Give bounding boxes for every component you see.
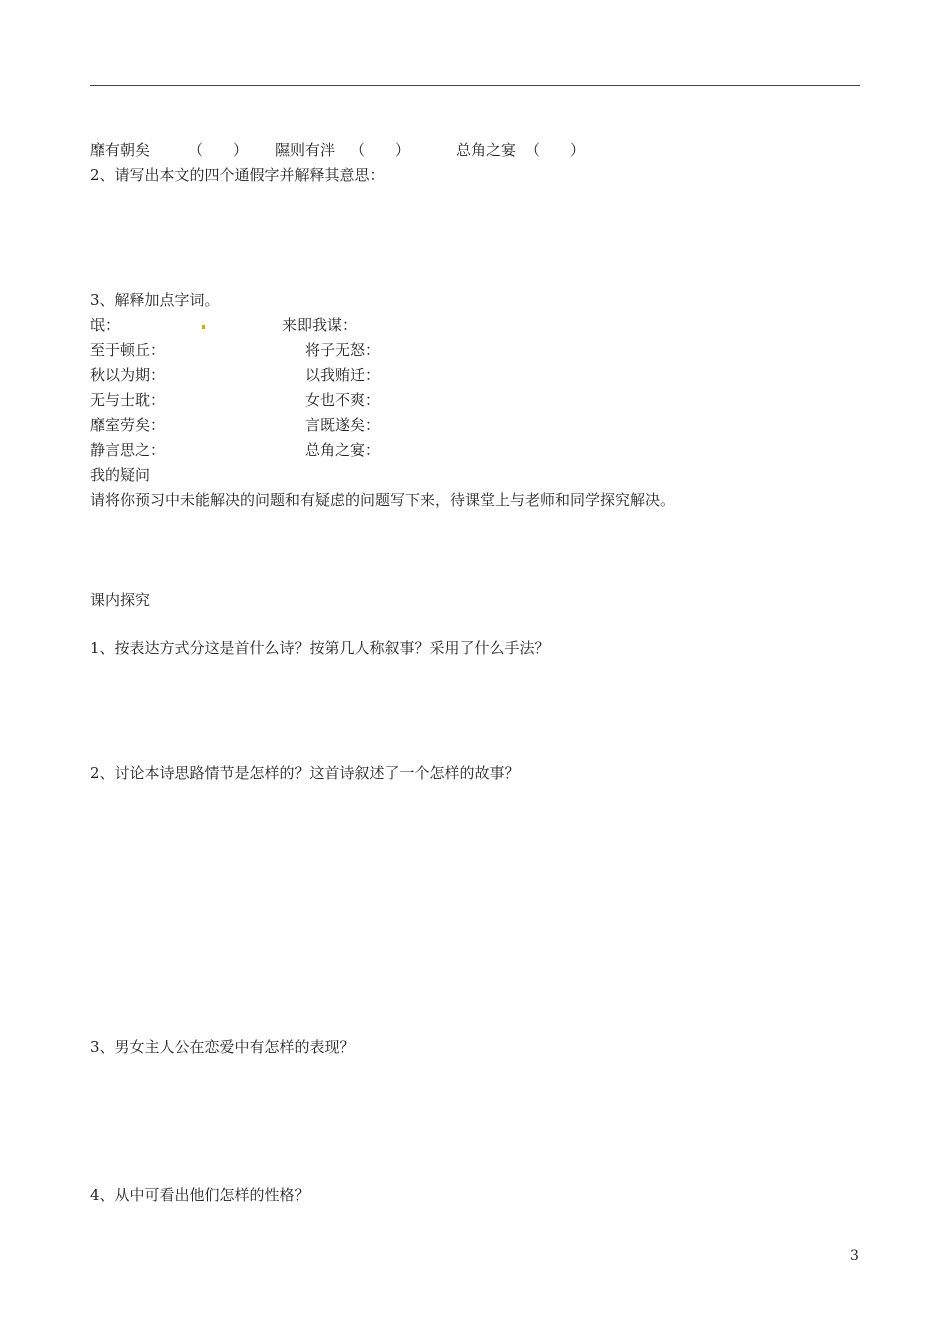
vocab-left: 氓： [90,316,121,334]
vocab-right: 将子无怒： [305,341,381,359]
row1-item3: 总角之宴 [456,141,517,159]
vocab-left: 静言思之： [90,441,166,459]
vocab-left: 至于顿丘： [90,341,166,359]
doubt-instructions: 请将你预习中未能解决的问题和有疑虑的问题写下来，待课堂上与老师和同学探究解决。 [90,491,676,509]
vocab-right: 言既遂矣： [305,416,381,434]
explore-question-2: 2、讨论本诗思路情节是怎样的？这首诗叙述了一个怎样的故事？ [90,764,520,782]
explore-question-1: 1、按表达方式分这是首什么诗？按第几人称叙事？采用了什么手法？ [90,639,550,657]
doubt-title: 我的疑问 [90,466,151,484]
question-3: 3、解释加点字词。 [90,291,220,309]
row1-paren3: （ ） [525,141,586,159]
row1-paren2: （ ） [350,141,411,159]
vocab-left: 靡室劳矣： [90,416,166,434]
question-2: 2、请写出本文的四个通假字并解释其意思： [90,166,385,184]
explore-question-3: 3、男女主人公在恋爱中有怎样的表现？ [90,1038,355,1056]
vocab-left: 无与士耽： [90,391,166,409]
vocab-left: 秋以为期： [90,366,166,384]
explore-question-4: 4、从中可看出他们怎样的性格？ [90,1186,310,1204]
explore-title: 课内探究 [90,591,151,609]
vocab-right: 来即我谋： [282,316,358,334]
emphasis-dot [202,325,205,329]
vocab-right: 以我贿迁： [305,366,381,384]
row1-item1: 靡有朝矣 [90,141,151,159]
vocab-right: 总角之宴： [305,441,381,459]
page-number: 3 [850,1248,859,1264]
row1-item2: 隰则有泮 [275,141,336,159]
vocab-right: 女也不爽： [305,391,381,409]
row1-paren1: （ ） [188,141,249,159]
header-rule [90,85,860,86]
